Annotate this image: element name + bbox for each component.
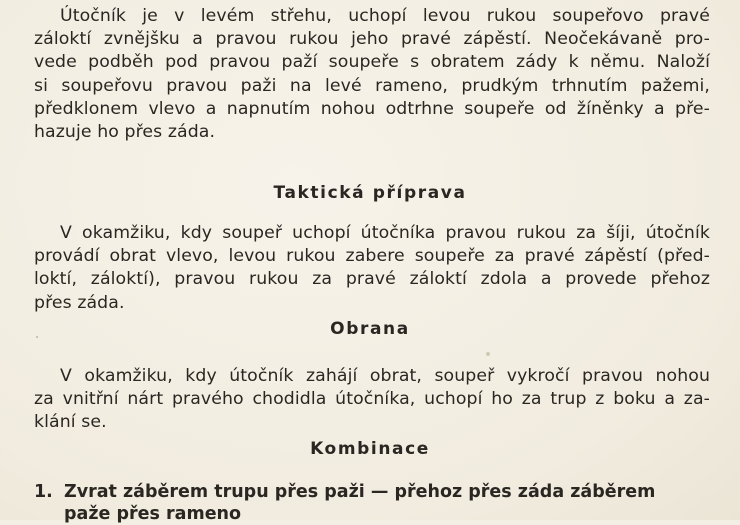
paragraph-attack-description: [34, 5, 710, 144]
paragraph-tactical-preparation: [34, 222, 710, 315]
heading-combinations: Kombinace: [310, 439, 430, 459]
heading-defense: Obrana: [330, 319, 410, 339]
text-line: vede podběh pod pravou paží soupeře s obratem zády k němu. Naloží: [34, 52, 710, 73]
text-line: přes záda.: [34, 292, 125, 313]
text-line: záloktí zvnějšku a pravou rukou jeho pravé zápěstí. Neočekávaně pro-: [34, 29, 710, 50]
text-line: loktí, záloktí), pravou rukou za pravé záloktí zdola a provede přehoz: [34, 269, 710, 290]
text-line: si soupeřovu pravou paži na levé rameno, prudkým trhnutím pažemi,: [34, 75, 710, 96]
text-line: V okamžiku, kdy útočník zahájí obrat, soupeř vykročí pravou nohou: [60, 366, 710, 386]
text-line: klání se.: [34, 412, 107, 433]
item-title-line-2: paže přes rameno: [64, 504, 242, 524]
heading-tactical-preparation: Taktická příprava: [273, 183, 467, 203]
text-line: provádí obrat vlevo, levou rukou zabere soupeře za pravé zápěstí (před-: [34, 246, 710, 267]
paper-speck: [36, 336, 38, 338]
text-line: V okamžiku, kdy soupeř uchopí útočníka pravou rukou za šíji, útočník: [60, 223, 710, 243]
item-title-line-1: Zvrat záběrem trupu přes paži — přehoz přes záda záběrem: [64, 482, 656, 502]
text-line: za vnitřní nárt pravého chodidla útočníka, uchopí ho za trup z boku a za-: [34, 389, 710, 410]
paper-speck: [486, 352, 490, 356]
text-line: předklonem vlevo a napnutím nohou odtrhne soupeře od žíněnky a pře-: [34, 98, 710, 119]
combination-item: [34, 481, 710, 525]
text-line: hazuje ho přes záda.: [34, 122, 216, 143]
paragraph-defense: [34, 365, 710, 435]
text-line: Útočník je v levém střehu, uchopí levou rukou soupeřovo pravé: [60, 6, 710, 26]
item-number: 1.: [34, 482, 53, 502]
